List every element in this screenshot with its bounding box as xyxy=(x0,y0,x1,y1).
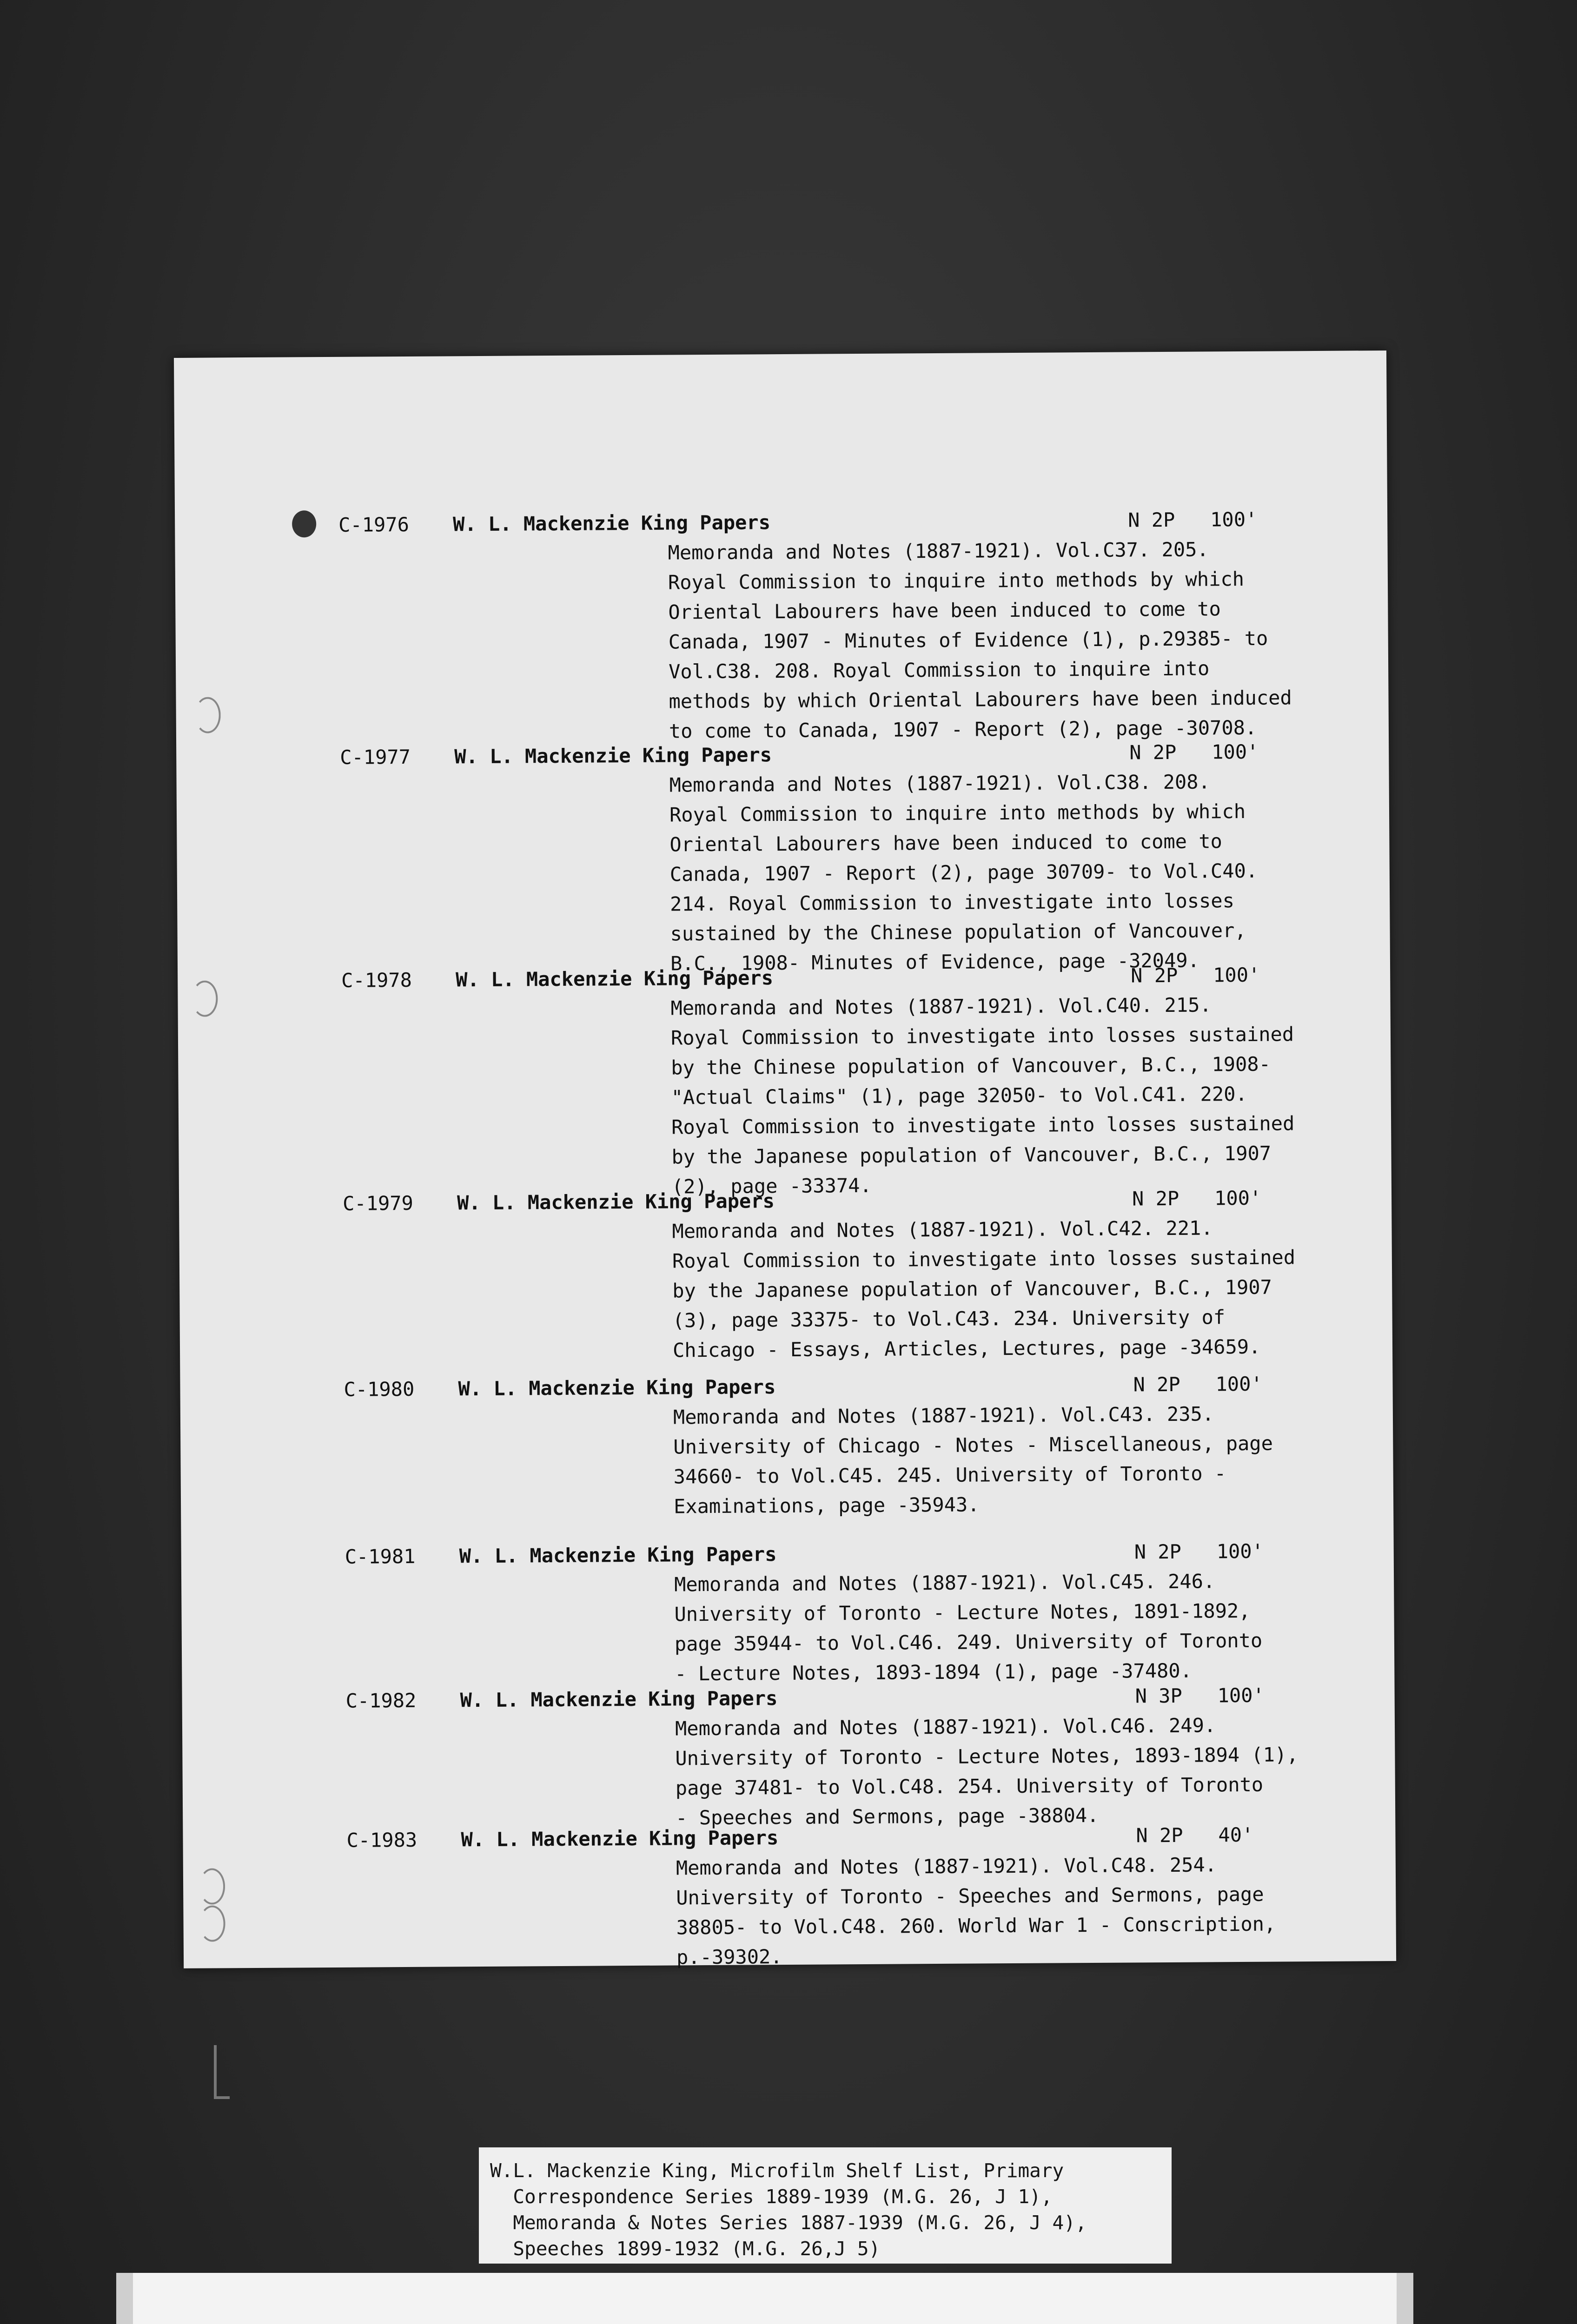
reel-number: C-1978 xyxy=(341,968,412,992)
entry-description: Memoranda and Notes (1887-1921). Vol.C42. 221. Royal Commission to investigate into losses sustained by the Japanese population of Vancouver, B.C., 1907 (3), page 33375- to Vol.C43. 234. University of Chicago - Essays, Articles, Lectures, page -34659. xyxy=(672,1216,1296,1362)
entry-title: W. L. Mackenzie King Papers xyxy=(459,1543,777,1568)
entry-title: W. L. Mackenzie King Papers xyxy=(461,1826,779,1851)
entry-title: W. L. Mackenzie King Papers xyxy=(460,1687,778,1712)
entry-c-1983 xyxy=(183,1819,1397,2022)
reel-number: C-1979 xyxy=(342,1191,413,1215)
entry-description: Memoranda and Notes (1887-1921). Vol.C40. 215. Royal Commission to investigate into losses sustained by the Chinese population of Vancouver, B.C., 1908- "Actual Claims" (1), page 32050- to Vol.C41. 220. Royal Commission to investigate into losses sustained by the Japanese population of Vancouver, B.C., 1907 (2), page -33374. xyxy=(670,993,1295,1198)
reel-number: C-1976 xyxy=(338,513,410,536)
registration-mark xyxy=(214,2045,230,2099)
label-line: Speeches 1899-1932 (M.G. 26,J 5) xyxy=(490,2238,881,2260)
entry-title: W. L. Mackenzie King Papers xyxy=(453,511,771,536)
entry-c-1976 xyxy=(175,504,1389,743)
entry-title: W. L. Mackenzie King Papers xyxy=(454,743,772,768)
reel-number: C-1977 xyxy=(340,745,411,769)
reel-spec: N 3P 100' xyxy=(1135,1684,1265,1708)
label-line: Correspondence Series 1889-1939 (M.G. 26, J 1), xyxy=(490,2185,1053,2208)
reel-number: C-1982 xyxy=(345,1689,417,1712)
entry-description: Memoranda and Notes (1887-1921). Vol.C37. 205. Royal Commission to inquire into methods by which Oriental Labourers have been induced to come to Canada, 1907 - Minutes of Evidence (1), p.29385- to Vol.C38. 208. Royal Commission to inquire into methods by which Oriental Labourers have been induced to come to Canada, 1907 - Report (2), page -30708. xyxy=(668,538,1292,743)
entry-title: W. L. Mackenzie King Papers xyxy=(458,1375,776,1400)
reel-number: C-1981 xyxy=(345,1545,416,1568)
entry-description: Memoranda and Notes (1887-1921). Vol.C46. 249. University of Toronto - Lecture Notes, 1893-1894 (1), page 37481- to Vol.C48. 254. University of Toronto - Speeches and Sermons, page -38804. xyxy=(675,1714,1299,1829)
reel-spec: N 2P 100' xyxy=(1128,508,1258,532)
entry-description: Memoranda and Notes (1887-1921). Vol.C45. 246. University of Toronto - Lecture Notes, 1891-1892, page 35944- to Vol.C46. 249. University of Toronto - Lecture Notes, 1893-1894 (1), page -37480. xyxy=(674,1570,1263,1685)
reel-spec: N 2P 100' xyxy=(1132,1186,1262,1210)
shelf-list-page xyxy=(174,350,1396,1968)
label-line: Memoranda & Notes Series 1887-1939 (M.G. 26, J 4), xyxy=(490,2212,1087,2234)
reel-number: C-1980 xyxy=(344,1377,415,1401)
entry-description: Memoranda and Notes (1887-1921). Vol.C38. 208. Royal Commission to inquire into methods by which Oriental Labourers have been induced to come to Canada, 1907 - Report (2), page 30709- to Vol.C40. 214. Royal Commission to investigate into losses sustained by the Chinese population of Vancouver, B.C., 1908- Minutes of Evidence, page -32049. xyxy=(669,770,1258,975)
entry-title: W. L. Mackenzie King Papers xyxy=(456,966,774,991)
entry-c-1978 xyxy=(178,959,1391,1198)
reel-spec: N 2P 100' xyxy=(1134,1539,1264,1564)
reel-spec: N 2P 40' xyxy=(1136,1823,1254,1847)
entry-description: Memoranda and Notes (1887-1921). Vol.C43. 235. University of Chicago - Notes - Miscellaneous, page 34660- to Vol.C45. 245. University of Toronto - Examinations, page -35943. xyxy=(673,1402,1273,1518)
entry-description: Memoranda and Notes (1887-1921). Vol.C48. 254. University of Toronto - Speeches and Sermons, page 38805- to Vol.C48. 260. World War 1 - Conscription, p.-39302. xyxy=(676,1853,1276,1969)
reel-spec: N 2P 100' xyxy=(1129,740,1259,764)
reel-spec: N 2P 100' xyxy=(1131,963,1260,987)
shelf-list-label xyxy=(479,2147,1172,2264)
entry-c-1979 xyxy=(179,1182,1393,1385)
label-line: W.L. Mackenzie King, Microfilm Shelf List, Primary xyxy=(490,2159,1064,2182)
archives-stamp-card xyxy=(116,2273,1413,2324)
reel-number: C-1983 xyxy=(346,1828,417,1852)
entry-c-1977 xyxy=(176,736,1390,975)
entry-title: W. L. Mackenzie King Papers xyxy=(457,1189,775,1215)
reel-spec: N 2P 100' xyxy=(1133,1372,1263,1396)
